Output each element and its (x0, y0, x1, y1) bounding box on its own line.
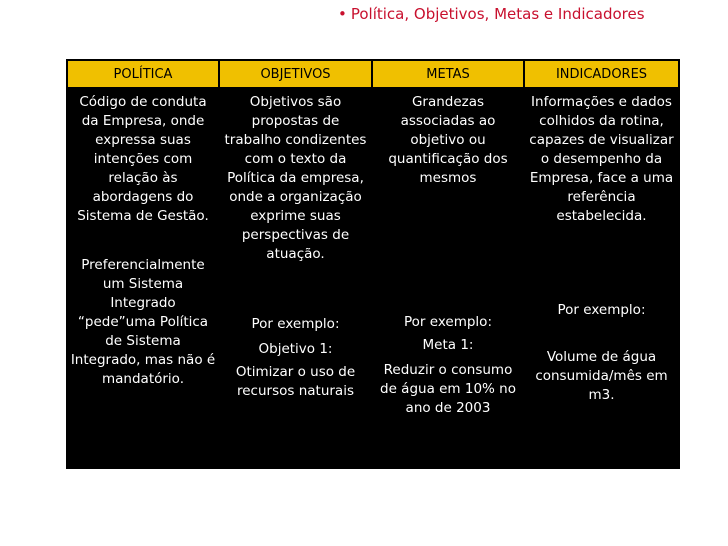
title-bullet: • (338, 5, 347, 23)
comparison-table (66, 59, 680, 469)
header-metas: METAS (373, 61, 523, 87)
title-text: Política, Objetivos, Metas e Indicadores (350, 5, 645, 23)
slide-title (338, 5, 645, 23)
header-objetivos: OBJETIVOS (220, 61, 371, 87)
indicadores-description: Informações e dados colhidos da rotina, capazes de visualizar o desempenho da Empresa, face a uma referência estabelecida. (529, 94, 674, 224)
header-politica: POLÍTICA (68, 61, 218, 87)
header-indicadores: INDICADORES (525, 61, 678, 87)
metas-description: Grandezas associadas ao objetivo ou quantificação dos mesmos (388, 94, 508, 186)
indicadores-example-text: Volume de água consumida/mês em m3. (535, 349, 668, 403)
metas-example-name: Meta 1: (422, 337, 474, 353)
objetivos-example-label: Por exemplo: (251, 316, 340, 332)
metas-example-label: Por exemplo: (404, 314, 492, 330)
objetivos-description: Objetivos são propostas de trabalho condizentes com o texto da Política da empresa, onde a organização exprime suas perspectivas de atuação. (224, 94, 367, 262)
politica-note: Preferencialmente um Sistema Integrado “pede”uma Política de Sistema Integrado, mas não é mandatório. (70, 257, 216, 387)
politica-description: Código de conduta da Empresa, onde expressa suas intenções com relação às abordagens do Sistema de Gestão. (77, 94, 209, 224)
metas-example-text: Reduzir o consumo de água em 10% no ano de 2003 (380, 362, 516, 416)
indicadores-example-label: Por exemplo: (557, 302, 646, 318)
objetivos-example-text: Otimizar o uso de recursos naturais (235, 364, 356, 399)
objetivos-example-name: Objetivo 1: (258, 341, 333, 357)
